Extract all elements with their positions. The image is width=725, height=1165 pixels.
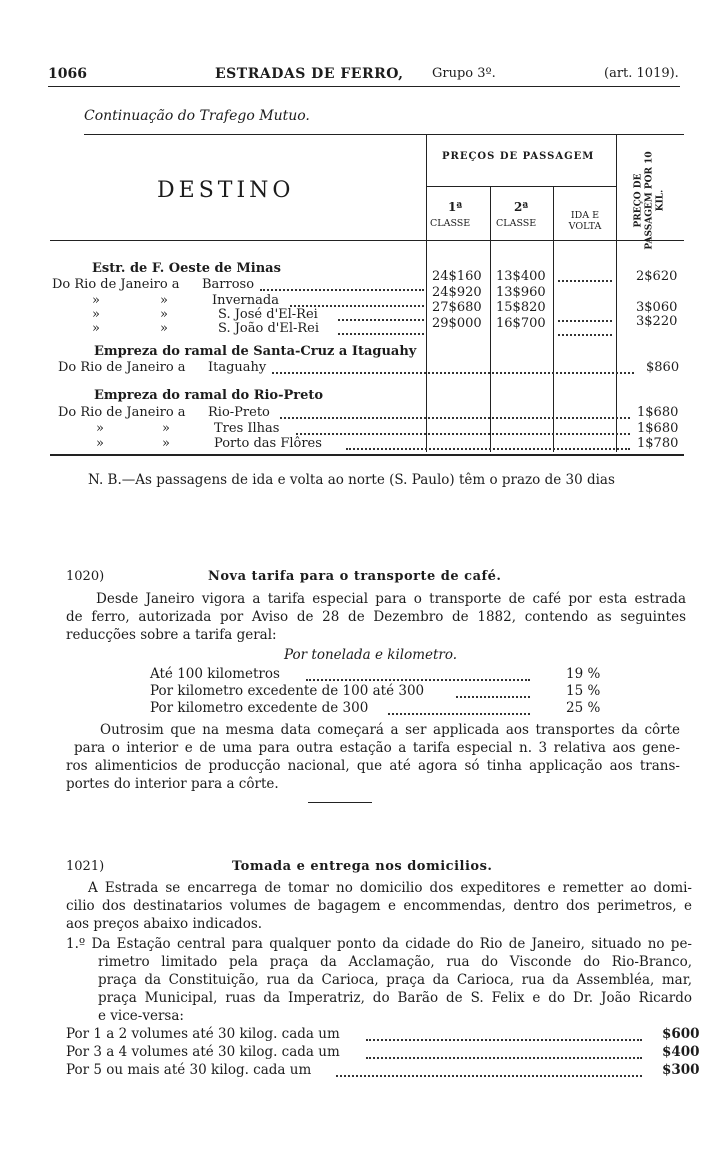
table-header-bottom-rule [50, 240, 684, 241]
row-to: S. José d'El-Rei [218, 307, 318, 322]
article-1020-para2-line: Outrosim que na mesma data começará a ser applicada aos transportes da côrte [100, 722, 680, 738]
row-from: Do Rio de Janeiro a [58, 405, 186, 420]
leader-dots [558, 320, 612, 322]
group1-title: Estr. de F. Oeste de Minas [92, 261, 281, 276]
article-1020-para2-line: para o interior e de uma para outra estação a tarifa especial n. 3 relativa aos gene- [74, 740, 680, 756]
row-from2: » [162, 421, 170, 436]
row-to: Porto das Flôres [214, 436, 322, 451]
row-from2: » [160, 307, 168, 322]
row-p10: 1$680 [637, 405, 679, 420]
destino-header: DESTINO [157, 178, 295, 203]
leader-dots [272, 372, 634, 374]
article-1021-number: 1021) [66, 859, 105, 874]
section-divider [308, 802, 372, 803]
article-1020-para1-line: reducções sobre a tarifa geral: [66, 627, 277, 643]
leader-dots [558, 334, 612, 336]
rate-label: Até 100 kilometros [150, 666, 280, 682]
article-1020-para2-line: portes do interior para a côrte. [66, 776, 279, 792]
rate-label: Por kilometro excedente de 100 até 300 [150, 683, 425, 699]
price-label: Por 3 a 4 volumes até 30 kilog. cada um [66, 1044, 340, 1060]
row-from: Do Rio de Janeiro a [58, 360, 186, 375]
row-to: Rio-Preto [208, 405, 270, 420]
row-from2: » [160, 321, 168, 336]
row-to: Barroso [202, 277, 255, 292]
row-from: » [96, 421, 104, 436]
row-from2: » [160, 293, 168, 308]
leader-dots [338, 333, 424, 335]
row-to: S. João d'El-Rei [218, 321, 320, 336]
leader-dots [558, 280, 612, 282]
group2-title: Empreza do ramal de Santa-Cruz a Itaguahy [94, 344, 417, 359]
article-1021-para1-line: aos preços abaixo indicados. [66, 916, 263, 932]
group3-title: Empreza do ramal do Rio-Preto [94, 388, 324, 403]
article-1021-item1-line: praça Municipal, ruas da Imperatriz, do Barão de S. Felix e do Dr. João Ricardo [98, 990, 692, 1006]
article-1021-item1-line: e vice-versa: [98, 1008, 184, 1024]
row-to: Itaguahy [208, 360, 267, 375]
row-from: » [92, 321, 100, 336]
rate-value: 25 % [566, 700, 601, 716]
price-value: $600 [662, 1026, 700, 1042]
row-from: Do Rio de Janeiro a [52, 277, 180, 292]
col-segunda-sub: CLASSE [496, 218, 537, 229]
row-c1: 24$160 [432, 269, 482, 284]
row-p10: 2$620 [636, 269, 678, 284]
row-c2: 13$400 [496, 269, 546, 284]
precos-sub-rule [426, 186, 616, 187]
row-p10: 1$780 [637, 436, 679, 451]
col-primeira: 1ª [448, 200, 463, 214]
price-value: $400 [662, 1044, 700, 1060]
row-p10: $860 [646, 360, 680, 375]
rate-value: 15 % [566, 683, 601, 699]
row-p10: 3$220 [636, 314, 678, 329]
row-from: » [92, 307, 100, 322]
precos-header: PREÇOS DE PASSAGEM [442, 151, 595, 162]
leader-dots [338, 319, 424, 321]
leader-dots [336, 1075, 642, 1077]
article-1020-para1-line: Desde Janeiro vigora a tarifa especial para o transporte de café por esta estrada [96, 591, 686, 607]
running-group: Grupo 3º. [432, 66, 496, 81]
col-preco-10kil: PREÇO DE PASSAGEM POR 10 KIL. [633, 151, 666, 250]
leader-dots [260, 289, 424, 291]
rate-value: 19 % [566, 666, 601, 682]
rate-heading: Por tonelada e kilometro. [284, 647, 458, 663]
table-bottom-rule [50, 454, 684, 456]
row-c2: 16$700 [496, 316, 546, 331]
col-ida-volta: IDA E VOLTA [568, 210, 602, 232]
leader-dots [388, 713, 530, 715]
article-1021-para1-line: cilio dos destinatarios volumes de bagagem e encommendas, dentro dos perimetros, e [66, 898, 692, 914]
leader-dots [366, 1039, 642, 1041]
article-1021-title: Tomada e entrega nos domicilios. [232, 859, 493, 874]
leader-dots [346, 448, 630, 450]
col-primeira-sub: CLASSE [430, 218, 471, 229]
article-1020-para2-line: ros alimenticios de producção nacional, que até agora só tinha applicação aos trans- [66, 758, 680, 774]
row-to: Tres Ilhas [214, 421, 280, 436]
article-1020-title: Nova tarifa para o transporte de café. [208, 569, 502, 584]
article-1020-number: 1020) [66, 569, 105, 584]
row-c1: 27$680 [432, 300, 482, 315]
leader-dots [306, 679, 530, 681]
table-top-rule [84, 134, 684, 135]
leader-dots [456, 696, 530, 698]
article-1021-para1-line: A Estrada se encarrega de tomar no domicilio dos expeditores e remetter ao domi- [88, 880, 692, 896]
row-from: » [96, 436, 104, 451]
row-c2: 15$820 [496, 300, 546, 315]
table-vline-c1 [490, 186, 491, 452]
price-label: Por 1 a 2 volumes até 30 kilog. cada um [66, 1026, 340, 1042]
article-1021-item1-line: 1.º Da Estação central para qualquer ponto da cidade do Rio de Janeiro, situado no pe- [66, 936, 692, 952]
leader-dots [296, 433, 630, 435]
table-vline-precos [616, 134, 617, 452]
row-from: » [92, 293, 100, 308]
row-p10: 3$060 [636, 300, 678, 315]
row-to: Invernada [212, 293, 279, 308]
article-reference: (art. 1019). [604, 66, 679, 81]
page-number: 1066 [48, 66, 87, 82]
leader-dots [280, 417, 630, 419]
row-c1: 29$000 [432, 316, 482, 331]
row-c1: 24$920 [432, 285, 482, 300]
col-segunda: 2ª [514, 200, 529, 214]
price-label: Por 5 ou mais até 30 kilog. cada um [66, 1062, 312, 1078]
row-c2: 13$960 [496, 285, 546, 300]
running-title: ESTRADAS DE FERRO, [215, 66, 404, 82]
table-vline-c2 [553, 186, 554, 452]
section-heading: Continuação do Trafego Mutuo. [84, 108, 310, 124]
table-vline-destino [426, 134, 427, 452]
article-1020-para1-line: de ferro, autorizada por Aviso de 28 de Dezembro de 1882, contendo as seguintes [66, 609, 686, 625]
leader-dots [366, 1057, 642, 1059]
header-rule [48, 86, 680, 87]
table-note: N. B.—As passagens de ida e volta ao norte (S. Paulo) têm o prazo de 30 dias [88, 472, 615, 488]
price-value: $300 [662, 1062, 700, 1078]
article-1021-item1-line: rimetro limitado pela praça da Acclamação, rua do Visconde do Rio-Branco, [98, 954, 692, 970]
rate-label: Por kilometro excedente de 300 [150, 700, 369, 716]
article-1021-item1-line: praça da Constituição, rua da Carioca, praça da Carioca, rua da Assembléa, mar, [98, 972, 692, 988]
row-from2: » [162, 436, 170, 451]
row-p10: 1$680 [637, 421, 679, 436]
